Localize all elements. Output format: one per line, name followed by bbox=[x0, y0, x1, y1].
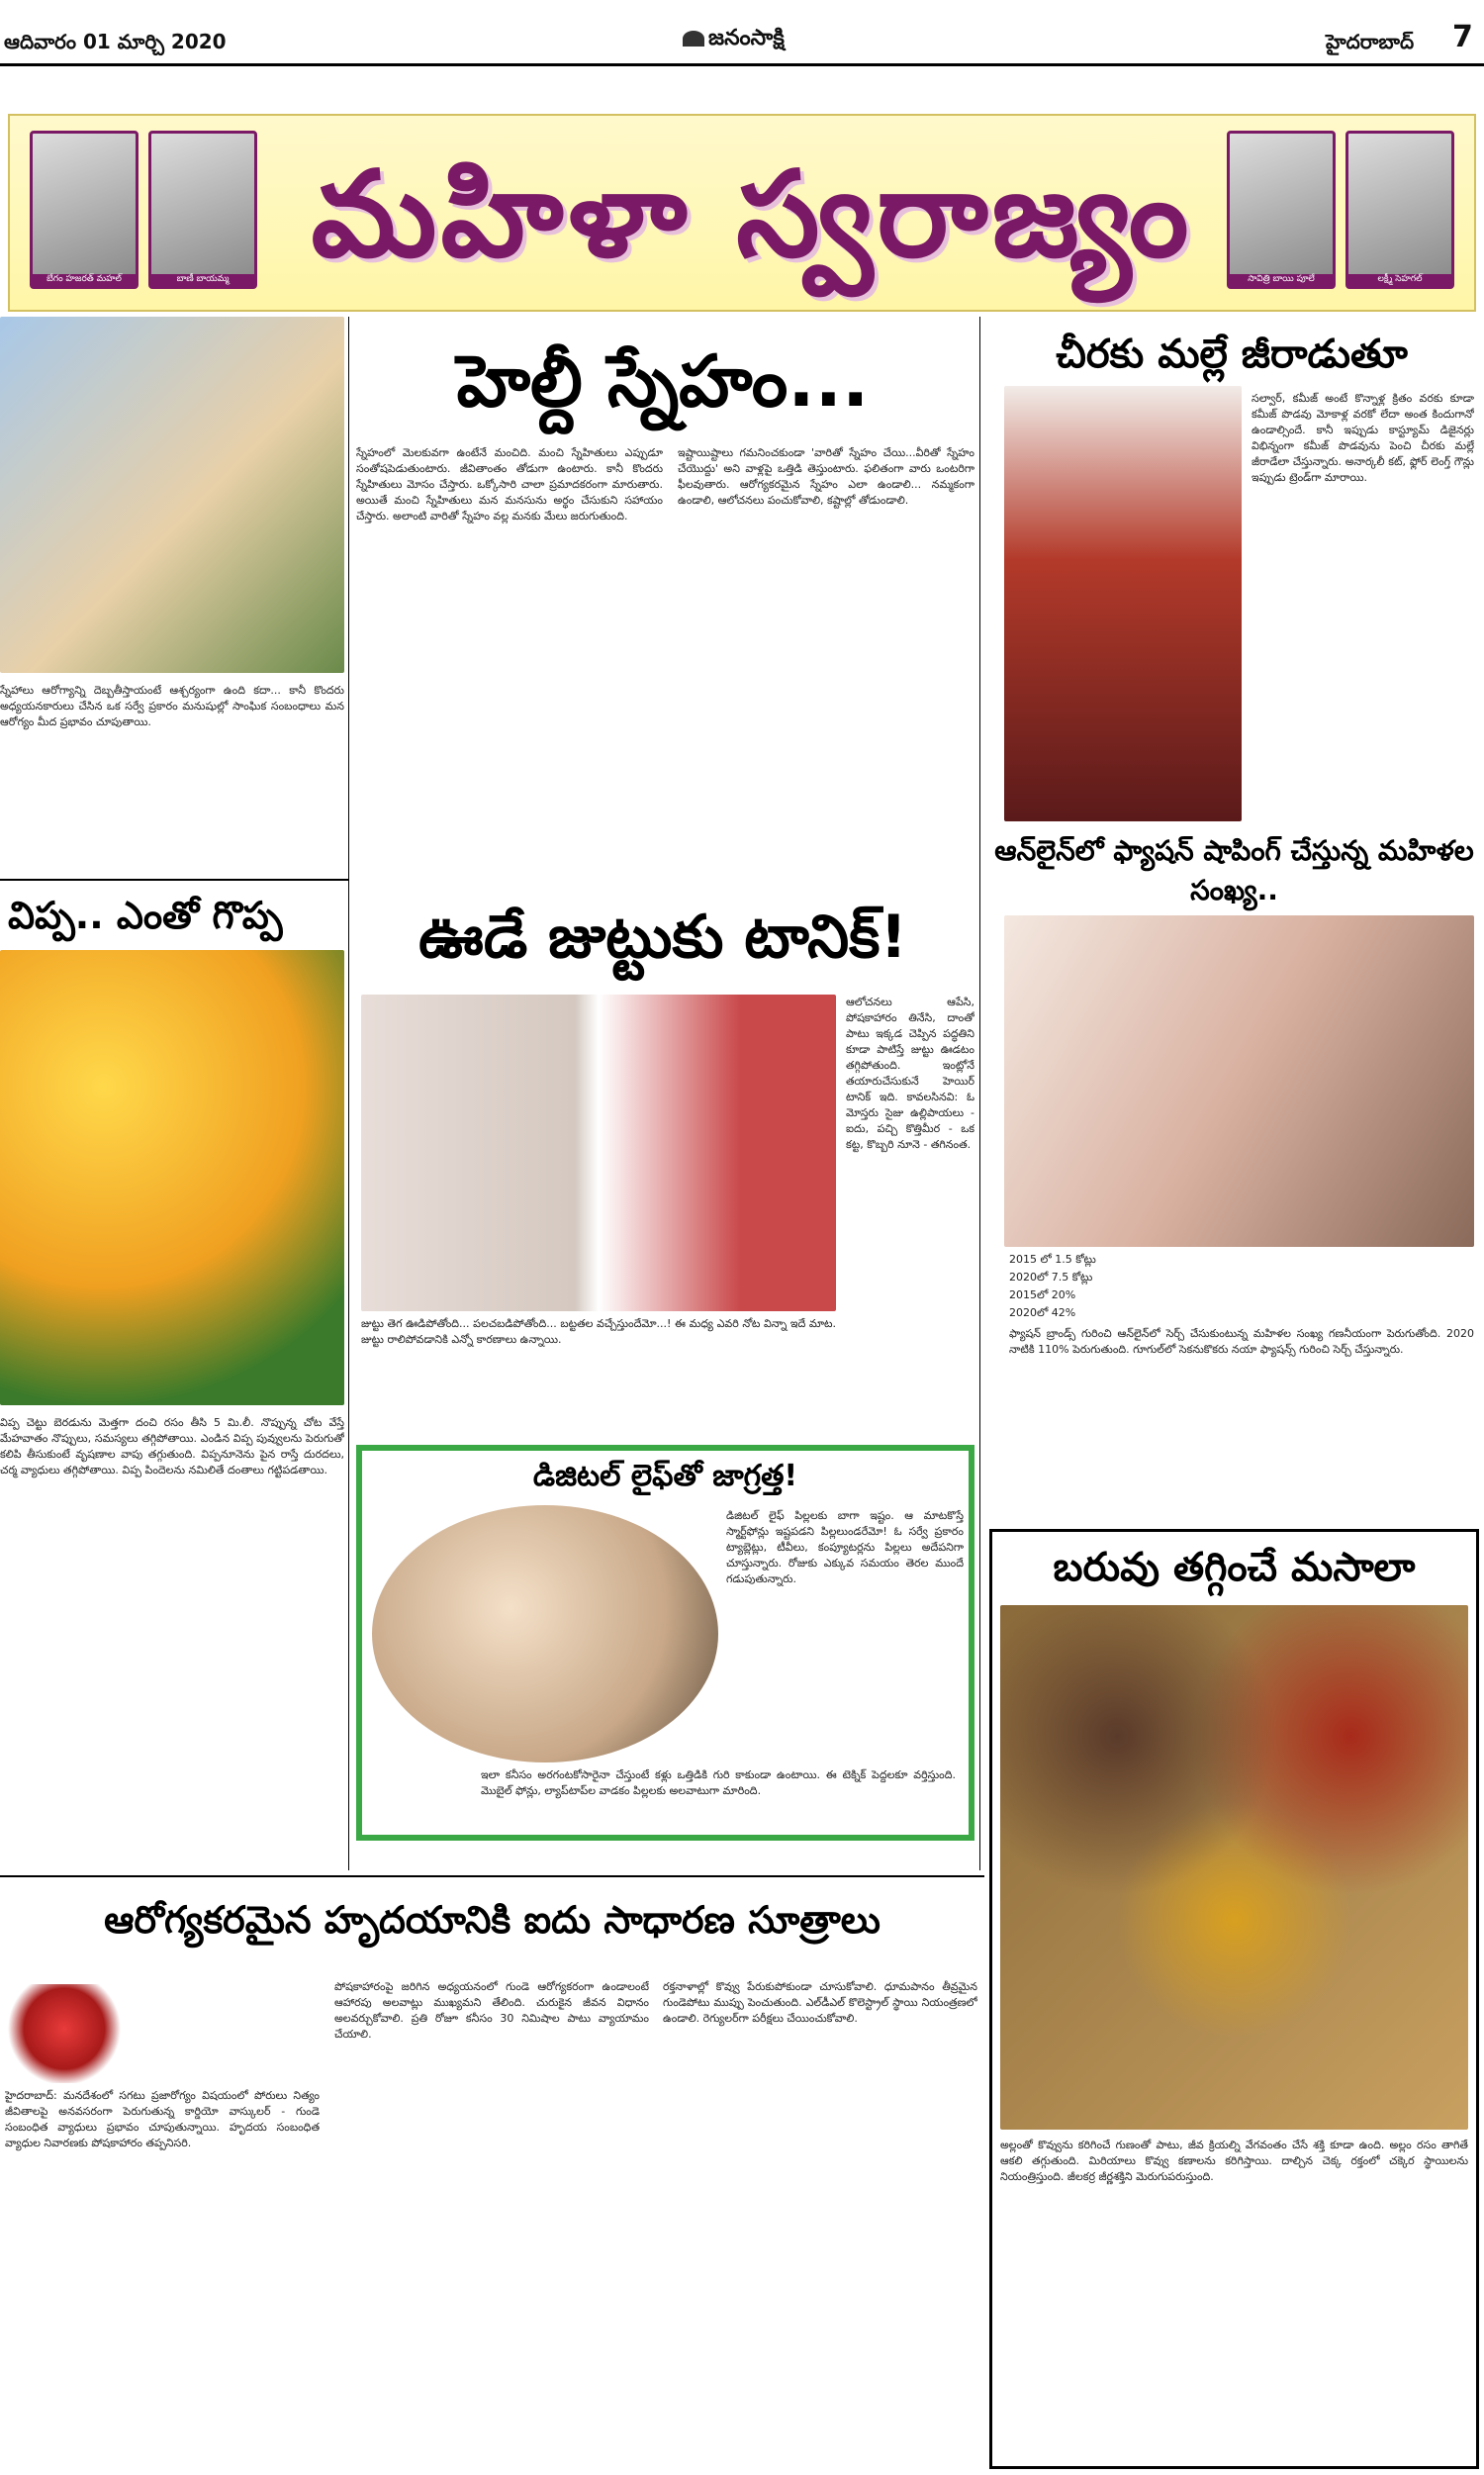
divider-heart bbox=[0, 1875, 984, 1877]
portrait-2 bbox=[148, 131, 257, 289]
portrait-caption: బాణీ బాయమ్మ bbox=[151, 274, 254, 286]
masala-box bbox=[989, 1529, 1479, 2469]
stat-line: 2015 లో 1.5 కోట్లు bbox=[1009, 1253, 1096, 1266]
header-paper-logo bbox=[683, 26, 785, 55]
digital-body: డిజిటల్ లైఫ్ పిల్లలకు బాగా ఇష్టం. ఆ మాటకొస్తే స్మార్ట్‌ఫోన్లు ఇష్టపడని పిల్లలుండరేమో! ఓ సర్వే ప్రకారం ట్యాబ్లెట్లు, టీవీలు, కంప్యూటర్లను పిల్లలు అదేపనిగా చూస్తున్నారు. రోజుకు ఎక్కువ సమయం తెరల ముందే గడుపుతున్నారు. bbox=[726, 1509, 964, 1585]
digital-title: డిజిటల్ లైఫ్‌తో జాగ్రత్త! bbox=[532, 1459, 798, 1493]
divider-vertical-left bbox=[348, 317, 349, 1870]
paper-name: జనంసాక్షి bbox=[708, 26, 785, 50]
header-city: హైదరాబాద్ bbox=[1326, 30, 1415, 53]
heart-col1: హైదరాబాద్: మనదేశంలో సగటు ప్రజారోగ్యం విషయంలో పోరులు నిత్యం జీవితాలపై అనవసరంగా పెరుగుతున్న కార్డియో వాస్కులర్ - గుండె సంబంధిత వ్యాధులు ప్రభావం చూపుతున్నాయి. హృదయ సంబంధిత వ్యాధుల నివారణకు పోషకాహారం తప్పనిసరి. bbox=[5, 2089, 320, 2149]
divider-vertical-right bbox=[979, 317, 980, 1870]
logo-icon bbox=[683, 31, 704, 47]
stat-line: 2020లో 7.5 కోట్లు bbox=[1009, 1271, 1093, 1284]
page-number: 7 bbox=[1452, 20, 1473, 54]
saree-photo bbox=[1004, 386, 1242, 821]
stat-line: 2020లో 42% bbox=[1009, 1306, 1076, 1319]
portrait-4 bbox=[1345, 131, 1454, 289]
heart-col3: రక్తనాళాల్లో కొవ్వు పేరుకుపోకుండా చూసుకోవాలి. ధూమపానం తీవ్రమైన గుండెపోటు ముప్పు పెంచుతుంది. ఎల్‌డీఎల్ కొలెస్ట్రాల్ స్థాయి నియంత్రణలో ఉండాలి. రెగ్యులర్‌గా పరీక్షలు చేయించుకోవాలి. bbox=[663, 1980, 977, 2025]
vippa-title: విప్ప.. ఎంతో గొప్ప bbox=[8, 894, 283, 937]
spices-photo bbox=[1000, 1605, 1468, 2130]
saree-body: సల్వార్, కమీజ్ అంటే కొన్నాళ్ల క్రితం వరకు కూడా కమీజ్ పొడవు మోకాళ్ల వరకో లేదా అంత కిందుగానో ఉండాల్సిందే. కానీ ఇప్పుడు కాస్ట్యూమ్ డిజైనర్లు విభిన్నంగా కమీజ్ పొడవును పెంచి చీరకు మల్లే జీరాడేలా చేస్తున్నారు. అనార్కలీ కట్, ఫ్లోర్ లెంగ్త్ గౌన్లు ఇప్పుడు ట్రెండ్‌గా మారాయి. bbox=[1252, 392, 1474, 484]
page-header bbox=[0, 0, 1484, 65]
hair-photo bbox=[361, 995, 836, 1311]
healthy-title: హెల్దీ స్నేహం... bbox=[456, 339, 870, 423]
portrait-caption: బేగం హజరత్ మహల్ bbox=[33, 274, 136, 286]
hair-under: జుట్టు తెగ ఊడిపోతోంది... పలచబడిపోతోంది... బట్టతల వచ్చేస్తుందేమో...! ఈ మధ్య ఎవరి నోట విన్నా ఇదే మాట. జుట్టు రాలిపోవడానికి ఎన్నో కారణాలు ఉన్నాయి. bbox=[361, 1317, 836, 1346]
header-date: ఆదివారం 01 మార్చి 2020 bbox=[4, 30, 227, 53]
masala-title: బరువు తగ్గించే మసాలా bbox=[1053, 1545, 1416, 1590]
portrait-3 bbox=[1227, 131, 1336, 289]
portrait-caption: లక్ష్మీ సెహగల్ bbox=[1348, 274, 1451, 286]
stat-line: 2015లో 20% bbox=[1009, 1288, 1076, 1301]
healthy-col2: ఇష్టాయిష్టాలు గమనించకుండా 'వారితో స్నేహం చేయి...వీరితో స్నేహం చేయొద్దు' అని వాళ్లపై ఒత్తిడి తెస్తుంటారు. ఫలితంగా వారు ఒంటరిగా ఫీలవుతారు. ఆరోగ్యకరమైన స్నేహం ఎలా ఉండాలి... నమ్మకంగా ఉండాలి, ఆలోచనలు పంచుకోవాలి, కష్టాల్లో తోడుండాలి. bbox=[678, 446, 974, 507]
friends-photo bbox=[0, 317, 344, 673]
heart-icon bbox=[5, 1984, 124, 2083]
masthead-banner bbox=[8, 114, 1476, 312]
portrait-1 bbox=[30, 131, 139, 289]
heart-col2: పోషకాహారంపై జరిగిన అధ్యయనంలో గుండె ఆరోగ్యకరంగా ఉండాలంటే ఆహారపు అలవాట్లు ముఖ్యమని తేలింది. చురుకైన జీవన విధానం అలవర్చుకోవాలి. ప్రతి రోజూ కనీసం 30 నిమిషాల పాటు వ్యాయామం చేయాలి. bbox=[334, 1980, 649, 2041]
child-phone-photo bbox=[372, 1505, 718, 1762]
shopping-photo bbox=[1004, 915, 1474, 1247]
masthead-title: మహిళా స్వరాజ్యం bbox=[311, 146, 1193, 284]
masala-body: అల్లంతో కొవ్వును కరిగించే గుణంతో పాటు, జీవ క్రియల్ని వేగవంతం చేసే శక్తి కూడా ఉంది. అల్లం రసం తాగితే ఆకలి తగ్గుతుంది. మిరియాలు కొవ్వు కణాలను కరిగిస్తాయి. దాల్చిన చెక్క రక్తంలో చక్కెర స్థాయిలను నియంత్రిస్తుంది. జీలకర్ర జీర్ణశక్తిని మెరుగుపరుస్తుంది. bbox=[1000, 2139, 1468, 2183]
heart-title: ఆరోగ్యకరమైన హృదయానికి ఐదు సాధారణ సూత్రాలు bbox=[104, 1898, 881, 1942]
saree-title: చీరకు మల్లే జీరాడుతూ bbox=[1056, 332, 1408, 377]
divider-vippa bbox=[0, 879, 348, 881]
digital-box bbox=[356, 1445, 974, 1841]
healthy-under: స్నేహాలు ఆరోగ్యాన్ని దెబ్బతీస్తాయంటే ఆశ్చర్యంగా ఉంది కదా... కానీ కొందరు అధ్యయనకారులు చేసిన ఒక సర్వే ప్రకారం మనుషుల్లో సాంఘిక సంబంధాలు మన ఆరోగ్యం మీద ప్రభావం చూపుతాయి. bbox=[0, 684, 344, 728]
hair-side: ఆలోచనలు ఆపేసి, పోషకాహారం తినేసి, దాంతో పాటు ఇక్కడ చెప్పిన పద్ధతిని కూడా పాటిస్తే జుట్టు ఊడటం తగ్గిపోతుంది. ఇంట్లోనే తయారుచేసుకునే హెయిర్ టానిక్ ఇది. కావలసినవి: ఓ మోస్తరు సైజు ఉల్లిపాయలు - ఐదు, పచ్చి కొత్తిమీర - ఒక కట్ట, కొబ్బరి నూనె - తగినంత. bbox=[846, 996, 974, 1151]
lemon-photo bbox=[0, 950, 344, 1405]
vippa-body: విప్ప చెట్టు బెరడును మెత్తగా దంచి రసం తీసి 5 మి.లీ. నొప్పున్న చోట వేస్తే మేహవాతం నొప్పులు, సమస్యలు తగ్గిపోతాయి. ఎండిన విప్ప పువ్వులను పెరుగుతో కలిపి తీసుకుంటే వృషణాల వాపు తగ్గుతుంది. విప్పనూనెను పైన రాస్తే దురదలు, చర్మ వ్యాధులు తగ్గిపోతాయి. విప్ప పిందెలను నమిలితే దంతాలు గట్టిపడతాయి. bbox=[0, 1416, 344, 1476]
online-title: ఆన్‌లైన్‌లో ఫ్యాషన్ షాపింగ్ చేస్తున్న మహిళల సంఖ్య.. bbox=[994, 834, 1474, 906]
digital-caption: ఇలా కనీసం అరగంటకోసారైనా చేస్తుంటే కళ్లు ఒత్తిడికి గురి కాకుండా ఉంటాయి. ఈ టెక్నిక్ పెద్దలకూ వర్తిస్తుంది. మొబైల్ ఫోన్లు, ల్యాప్‌టాప్‌ల వాడకం పిల్లలకు అలవాటుగా మారింది. bbox=[481, 1768, 956, 1797]
hair-title: ఊడే జుట్టుకు టానిక్! bbox=[418, 903, 907, 972]
portrait-caption: సావిత్రి బాయి పూలే bbox=[1230, 274, 1333, 286]
header-rule bbox=[0, 63, 1484, 66]
online-body: ఫ్యాషన్ బ్రాండ్స్ గురించి ఆన్‌లైన్‌లో సెర్చ్ చేసుకుంటున్న మహిళల సంఖ్య గణనీయంగా పెరుగుతోంది. 2020 నాటికి 110% పెరుగుతుంది. గూగుల్‌లో సెకనుకొకరు నయా ఫ్యాషన్స్ గురించి సెర్చ్ చేస్తున్నారు. bbox=[1009, 1327, 1474, 1356]
healthy-col1: స్నేహంలో మెలకువగా ఉంటేనే మంచిది. మంచి స్నేహితులు ఎప్పుడూ సంతోషపెడుతుంటారు. జీవితాంతం తోడుగా ఉంటారు. కానీ కొందరు స్నేహితులు మోసం చేస్తారు. ఒక్కోసారి చాలా ప్రమాదకరంగా మారుతారు. అయితే మంచి స్నేహితులు మన మనసును అర్థం చేసుకుని సహాయం చేస్తారు. అలాంటి వారితో స్నేహం వల్ల మనకు మేలు జరుగుతుంది. bbox=[356, 446, 663, 523]
online-stats bbox=[1009, 1252, 1474, 1323]
